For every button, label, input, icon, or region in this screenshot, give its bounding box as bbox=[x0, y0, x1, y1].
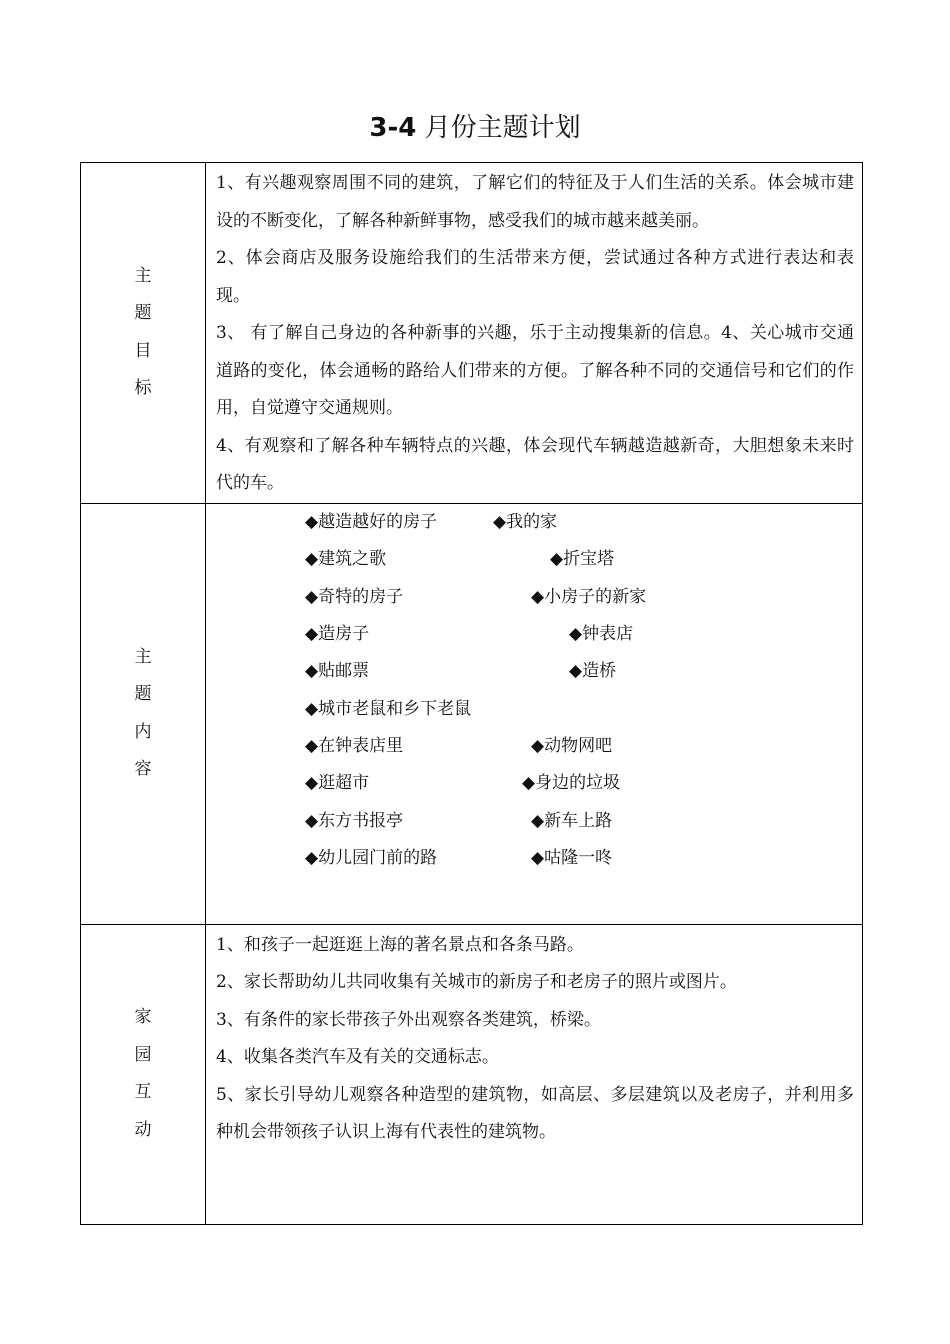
page-title bbox=[0, 108, 950, 148]
label-char: 题 bbox=[134, 303, 152, 324]
content-item: ◆逛超市 bbox=[305, 772, 370, 793]
label-char: 容 bbox=[134, 759, 152, 779]
content-item: ◆造桥 bbox=[569, 660, 617, 681]
content-items bbox=[206, 503, 863, 924]
goal-paragraph: 1、有兴趣观察周围不同的建筑，了解它们的特征及于人们生活的关系。体会城市建设的不断变化，了解各种新鲜事物，感受我们的城市越来越美丽。 bbox=[216, 173, 854, 231]
content-item: ◆在钟表店里 bbox=[305, 735, 404, 756]
label-char: 主 bbox=[134, 646, 152, 667]
label-char: 主 bbox=[134, 265, 152, 286]
label-theme-goals bbox=[81, 163, 206, 504]
goals-content bbox=[206, 163, 863, 504]
content-item: ◆咕隆一咚 bbox=[531, 847, 613, 868]
content-item: ◆城市老鼠和乡下老鼠 bbox=[305, 698, 472, 719]
activity-paragraph: 1、和孩子一起逛逛上海的著名景点和各条马路。 bbox=[216, 934, 584, 955]
label-theme-content bbox=[81, 503, 206, 924]
activity-paragraph: 2、家长帮助幼儿共同收集有关城市的新房子和老房子的照片或图片。 bbox=[216, 972, 737, 992]
label-char: 互 bbox=[134, 1082, 152, 1102]
activity-paragraph: 5、家长引导幼儿观察各种造型的建筑物，如高层、多层建筑以及老房子，并利用多种机会带领孩子认识上海有代表性的建筑物。 bbox=[216, 1084, 854, 1142]
content-item: ◆造房子 bbox=[305, 623, 370, 644]
activity-paragraph: 4、收集各类汽车及有关的交通标志。 bbox=[216, 1047, 499, 1067]
title-number: 3-4 bbox=[369, 113, 417, 143]
content-item: ◆贴邮票 bbox=[305, 660, 370, 681]
row-home-school bbox=[81, 924, 863, 1224]
label-char: 园 bbox=[134, 1044, 152, 1065]
plan-table bbox=[80, 162, 863, 1225]
content-item: ◆东方书报亭 bbox=[305, 810, 404, 831]
content-item: ◆建筑之歌 bbox=[305, 548, 387, 569]
goal-paragraph: 2、体会商店及服务设施给我们的生活带来方便，尝试通过各种方式进行表达和表现。 bbox=[216, 248, 854, 306]
content-item: ◆越造越好的房子 bbox=[305, 511, 438, 532]
label-char: 题 bbox=[134, 684, 152, 704]
label-char: 动 bbox=[134, 1119, 152, 1140]
content-item: ◆钟表店 bbox=[569, 623, 634, 644]
label-char: 目 bbox=[134, 340, 152, 361]
home-school-content bbox=[206, 924, 863, 1224]
label-char: 标 bbox=[134, 378, 152, 399]
label-char: 家 bbox=[134, 1007, 152, 1027]
goal-paragraph: 4、有观察和了解各种车辆特点的兴趣，体会现代车辆越造越新奇，大胆想象未来时代的车。 bbox=[216, 435, 854, 493]
label-home-school bbox=[81, 924, 206, 1224]
content-item: ◆身边的垃圾 bbox=[522, 772, 621, 793]
content-item: ◆小房子的新家 bbox=[531, 586, 647, 607]
label-char: 内 bbox=[134, 721, 152, 742]
content-item: ◆新车上路 bbox=[531, 810, 613, 831]
goal-paragraph: 3、 有了解自己身边的各种新事的兴趣，乐于主动搜集新的信息。4、关心城市交通道路的变化，体会通畅的路给人们带来的方便。了解各种不同的交通信号和它们的作用，自觉遵守交通规则。 bbox=[216, 323, 854, 418]
activity-paragraph: 3、有条件的家长带孩子外出观察各类建筑，桥梁。 bbox=[216, 1009, 601, 1030]
content-item: ◆幼儿园门前的路 bbox=[305, 847, 438, 868]
content-item: ◆动物网吧 bbox=[531, 735, 613, 756]
content-item: ◆折宝塔 bbox=[550, 548, 615, 569]
content-item: ◆奇特的房子 bbox=[305, 586, 404, 607]
row-theme-goals bbox=[81, 163, 863, 504]
title-text: 月份主题计划 bbox=[416, 113, 581, 143]
content-item: ◆我的家 bbox=[493, 511, 558, 532]
row-theme-content bbox=[81, 503, 863, 924]
